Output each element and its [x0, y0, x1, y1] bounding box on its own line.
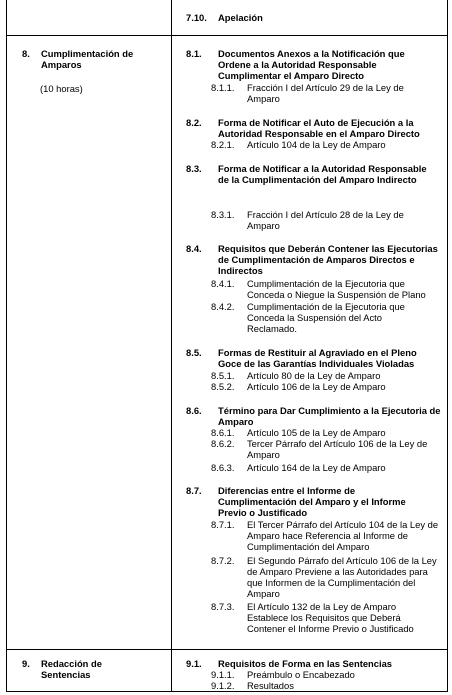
subtopic-text: El Segundo Párrafo del Artículo 106 de la Ley de Amparo Previene a las Autoridades para que Informen de la Cumplimentación del Amparo	[247, 555, 437, 599]
topic-number: 8.1.	[186, 48, 202, 59]
topic-number: 9.1.	[186, 658, 202, 669]
subtopic-text: Artículo 80 de la Ley de Amparo	[247, 370, 381, 381]
subtopic-number: 8.6.3.	[211, 462, 235, 473]
topic-number: 8.5.	[186, 347, 202, 358]
subtopic-text: Artículo 106 de la Ley de Amparo	[247, 381, 386, 392]
subtopic-text: Tercer Párrafo del Artículo 106 de la Ley de Amparo	[247, 438, 428, 460]
topic-number: 8.4.	[186, 243, 202, 254]
topic-number: 7.10.	[186, 12, 207, 23]
unit-hours: (10 horas)	[40, 83, 83, 94]
subtopic-number: 8.2.1.	[211, 139, 235, 150]
subtopic-number: 9.1.1.	[211, 669, 235, 680]
subtopic-text: Fracción I del Artículo 28 de la Ley de Amparo	[247, 209, 404, 231]
subtopic-number: 8.1.1.	[211, 82, 235, 93]
subtopic-number: 9.1.2.	[211, 680, 235, 691]
subtopic-number: 8.3.1.	[211, 209, 235, 220]
subtopic-text: Fracción I del Artículo 29 de la Ley de Amparo	[247, 82, 404, 104]
topic-title: Documentos Anexos a la Notificación que Ordene a la Autoridad Responsable Cumplimentar el Amparo Directo	[218, 48, 405, 81]
subtopic-number: 8.6.2.	[211, 438, 235, 449]
subtopic-text: Cumplimentación de la Ejecutoria que Conceda o Niegue la Suspensión de Plano	[247, 278, 426, 300]
topic-title: Apelación	[218, 12, 263, 23]
topic-title: Formas de Restituir al Agraviado en el Pleno Goce de las Garantías Individuales Violadas	[218, 347, 417, 369]
topic-title: Requisitos que Deberán Contener las Ejecutorias de Cumplimentación de Amparos Directos e Indirectos	[218, 243, 438, 276]
subtopic-text: Artículo 164 de la Ley de Amparo	[247, 462, 386, 473]
subtopic-number: 8.7.2.	[211, 555, 235, 566]
subtopic-number: 8.5.2.	[211, 381, 235, 392]
topic-number: 8.2.	[186, 117, 202, 128]
topic-title: Diferencias entre el Informe de Cumplimentación del Amparo y el Informe Previo o Justificado	[218, 485, 406, 518]
topic-title: Forma de Notificar a la Autoridad Responsable de la Cumplimentación del Amparo Indirecto	[218, 163, 427, 185]
subtopic-number: 8.4.2.	[211, 301, 235, 312]
subtopic-text: El Tercer Párrafo del Artículo 104 de la Ley de Amparo hace Referencia al Informe de Cumplimentación del Amparo	[247, 519, 439, 552]
subtopic-text: Resultados	[247, 680, 294, 691]
subtopic-text: Artículo 104 de la Ley de Amparo	[247, 139, 386, 150]
row-divider	[6, 649, 447, 650]
topic-title: Término para Dar Cumplimiento a la Ejecutoria de Amparo	[218, 405, 441, 427]
subtopic-text: Cumplimentación de la Ejecutoria que Conceda la Suspensión del Acto Reclamado.	[247, 301, 405, 334]
row-divider	[6, 35, 447, 36]
unit-title: Redacción de Sentencias	[41, 658, 102, 680]
topic-number: 8.3.	[186, 163, 202, 174]
unit-number: 9.	[22, 658, 30, 669]
subtopic-number: 8.7.1.	[211, 519, 235, 530]
row-divider	[6, 691, 447, 692]
subtopic-number: 8.7.3.	[211, 601, 235, 612]
unit-number: 8.	[22, 48, 30, 59]
topic-number: 8.6.	[186, 405, 202, 416]
subtopic-text: Preámbulo o Encabezado	[247, 669, 355, 680]
topic-number: 8.7.	[186, 485, 202, 496]
topic-title: Requisitos de Forma en las Sentencias	[218, 658, 393, 669]
subtopic-text: Artículo 105 de la Ley de Amparo	[247, 427, 386, 438]
subtopic-number: 8.6.1.	[211, 427, 235, 438]
column-divider	[171, 0, 172, 692]
subtopic-text: El Artículo 132 de la Ley de Amparo Establece los Requisitos que Deberá Contener el Informe Previo o Justificado	[247, 601, 414, 634]
topic-title: Forma de Notificar el Auto de Ejecución a la Autoridad Responsable en el Amparo Directo	[218, 117, 420, 139]
subtopic-number: 8.4.1.	[211, 278, 235, 289]
unit-title: Cumplimentación de Amparos	[41, 48, 134, 70]
subtopic-number: 8.5.1.	[211, 370, 235, 381]
